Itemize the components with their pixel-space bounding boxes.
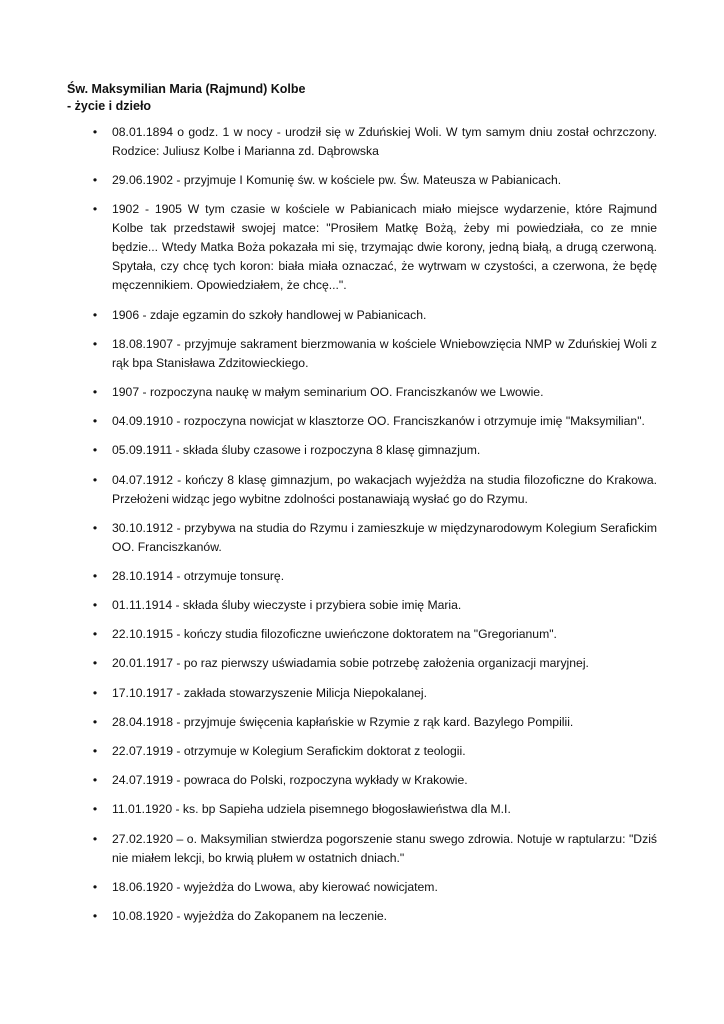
- timeline-entry: [92, 171, 657, 190]
- bullet-icon: •: [92, 773, 98, 788]
- timeline-entry: [92, 830, 657, 868]
- timeline-entry: [92, 471, 657, 509]
- timeline-entry: [92, 684, 657, 703]
- document-title: [67, 81, 657, 115]
- bullet-icon: •: [92, 656, 98, 671]
- timeline-entry: [92, 123, 657, 161]
- entry-text: 20.01.1917 - po raz pierwszy uświadamia sobie potrzebę założenia organizacji maryjnej.: [112, 656, 589, 671]
- entry-text: 04.07.1912 - kończy 8 klasę gimnazjum, po wakacjach wyjeżdża na studia filozoficzne do Krakowa. Przełożeni widząc jego wybitne zdolności postanawiają wysłać go do Rzymu.: [112, 472, 657, 506]
- title-line-2: - życie i dzieło: [67, 99, 152, 113]
- timeline-entry: [92, 800, 657, 819]
- entry-text: 30.10.1912 - przybywa na studia do Rzymu i zamieszkuje w międzynarodowym Kolegium Serafickim OO. Franciszkanów.: [112, 520, 657, 554]
- bullet-icon: •: [92, 908, 98, 923]
- title-line-1: Św. Maksymilian Maria (Rajmund) Kolbe: [67, 82, 306, 96]
- timeline-entry: [92, 907, 657, 926]
- bullet-icon: •: [92, 598, 98, 613]
- timeline-entry: [92, 412, 657, 431]
- entry-text: 28.10.1914 - otrzymuje tonsurę.: [112, 568, 285, 583]
- entry-text: 27.02.1920 – o. Maksymilian stwierdza pogorszenie stanu swego zdrowia. Notuje w raptularzu: "Dziś nie miałem lekcji, bo krwią plułem w ostatnich dniach.": [112, 831, 657, 865]
- entry-text: 1902 - 1905 W tym czasie w kościele w Pabianicach miało miejsce wydarzenie, które Rajmund Kolbe tak przedstawił swojej matce: "Prosiłem Matkę Bożą, żeby mi powiedziała, co ze mnie będzie... Wtedy Matka Boża pokazała mi się, trzymając dwie korony, jedną białą, a drugą czerwoną. Spytała, czy chcę tych koron: biała miała oznaczać, że wytrwam w czystości, a czerwona, że będę męczennikiem. Opowiedziałem, że chcę...".: [112, 202, 657, 293]
- timeline-entry: [92, 519, 657, 557]
- bullet-icon: •: [92, 879, 98, 894]
- entry-text: 10.08.1920 - wyjeżdża do Zakopanem na leczenie.: [112, 908, 388, 923]
- timeline-entry: [92, 878, 657, 897]
- timeline-entry: [92, 654, 657, 673]
- bullet-icon: •: [92, 744, 98, 758]
- bullet-icon: •: [92, 520, 98, 535]
- bullet-icon: •: [92, 714, 98, 729]
- bullet-icon: •: [92, 443, 98, 458]
- entry-text: 11.01.1920 - ks. bp Sapieha udziela pisemnego błogosławieństwa dla M.I.: [112, 802, 511, 817]
- entry-text: 01.11.1914 - składa śluby wieczyste i przybiera sobie imię Maria.: [112, 598, 462, 613]
- entry-text: 18.08.1907 - przyjmuje sakrament bierzmowania w kościele Wniebowzięcia NMP w Zduńskiej Woli z rąk bpa Stanisława Zdzitowieckiego.: [112, 336, 657, 370]
- bullet-icon: •: [92, 627, 98, 642]
- bullet-icon: •: [92, 472, 98, 487]
- timeline-entry: [92, 335, 657, 373]
- bullet-icon: •: [92, 831, 98, 846]
- entry-text: 1907 - rozpoczyna naukę w małym seminarium OO. Franciszkanów we Lwowie.: [112, 384, 544, 399]
- entry-text: 22.07.1919 - otrzymuje w Kolegium Serafickim doktorat z teologii.: [112, 744, 466, 758]
- timeline-entry: [92, 625, 657, 644]
- bullet-icon: •: [92, 802, 98, 817]
- entry-text: 18.06.1920 - wyjeżdża do Lwowa, aby kierować nowicjatem.: [112, 879, 438, 894]
- timeline-entry: [92, 742, 657, 761]
- bullet-icon: •: [92, 414, 98, 429]
- bullet-icon: •: [92, 125, 98, 139]
- bullet-icon: •: [92, 173, 98, 188]
- timeline-entry: [92, 306, 657, 325]
- timeline-entry: [92, 567, 657, 586]
- bullet-icon: •: [92, 202, 98, 217]
- entry-text: 08.01.1894 o godz. 1 w nocy - urodził się w Zduńskiej Woli. W tym samym dniu został ochrzczony. Rodzice: Juliusz Kolbe i Marianna zd. Dąbrowska: [112, 125, 657, 158]
- timeline-entry: [92, 771, 657, 790]
- entry-text: 04.09.1910 - rozpoczyna nowicjat w klasztorze OO. Franciszkanów i otrzymuje imię "Maksymilian".: [112, 414, 645, 429]
- bullet-icon: •: [92, 568, 98, 583]
- timeline-entry: [92, 713, 657, 732]
- entry-text: 24.07.1919 - powraca do Polski, rozpoczyna wykłady w Krakowie.: [112, 773, 468, 788]
- bullet-icon: •: [92, 307, 98, 322]
- entry-text: 05.09.1911 - składa śluby czasowe i rozpoczyna 8 klasę gimnazjum.: [112, 443, 481, 458]
- timeline-entry: [92, 383, 657, 402]
- entry-text: 28.04.1918 - przyjmuje święcenia kapłańskie w Rzymie z rąk kard. Bazylego Pompilii.: [112, 714, 574, 729]
- timeline-entry: [92, 596, 657, 615]
- timeline-list: [92, 123, 657, 936]
- entry-text: 22.10.1915 - kończy studia filozoficzne uwieńczone doktoratem na "Gregorianum".: [112, 627, 557, 642]
- bullet-icon: •: [92, 384, 98, 399]
- timeline-entry: [92, 441, 657, 460]
- timeline-entry: [92, 200, 657, 295]
- bullet-icon: •: [92, 685, 98, 700]
- entry-text: 29.06.1902 - przyjmuje I Komunię św. w kościele pw. Św. Mateusza w Pabianicach.: [112, 173, 562, 188]
- entry-text: 1906 - zdaje egzamin do szkoły handlowej w Pabianicach.: [112, 307, 427, 322]
- entry-text: 17.10.1917 - zakłada stowarzyszenie Milicja Niepokalanej.: [112, 685, 428, 700]
- bullet-icon: •: [92, 336, 98, 351]
